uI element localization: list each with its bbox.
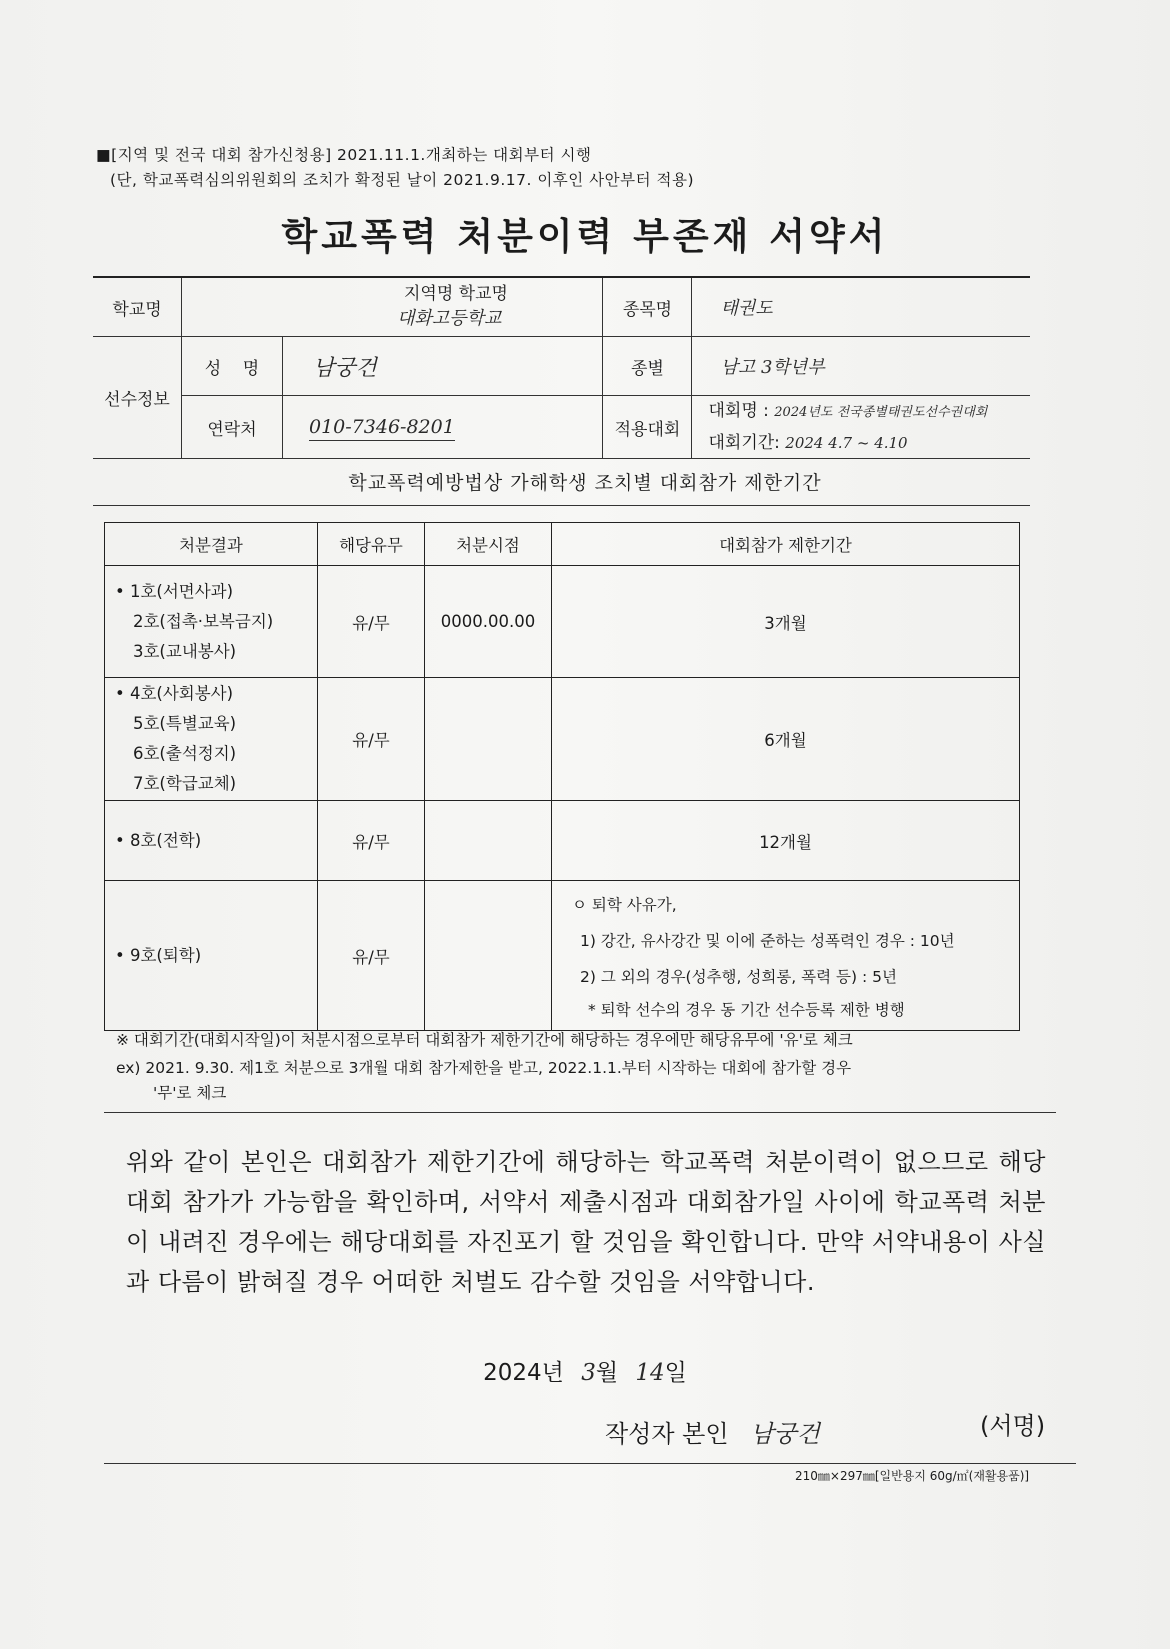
- col-header-period: 대회참가 제한기간: [552, 523, 1020, 566]
- table-row: [105, 566, 1020, 678]
- header-line-1: ■[지역 및 전국 대회 참가신청용] 2021.11.1.개최하는 대회부터 시행: [96, 146, 592, 164]
- row-items: • 4호(사회봉사) 5호(특별교육) 6호(출석정지) 7호(학급교체): [105, 678, 318, 801]
- contact-label: 연락처: [182, 396, 283, 459]
- subtitle-underline: [93, 505, 1030, 506]
- school-value: 대화고등학교: [397, 307, 502, 329]
- check-cell: 유/무: [318, 881, 425, 1031]
- notes-divider: [104, 1112, 1056, 1113]
- date-month: 3: [581, 1360, 596, 1386]
- period-cell: 12개월: [552, 801, 1020, 881]
- athlete-info-label: 선수정보: [93, 337, 182, 459]
- check-cell: 유/무: [318, 801, 425, 881]
- page-title: 학교폭력 처분이력 부존재 서약서: [281, 215, 889, 258]
- disciplinary-table: [104, 522, 1020, 1031]
- pledge-text: 위와 같이 본인은 대회참가 제한기간에 해당하는 학교폭력 처분이력이 없으므로 해당 대회 참가가 가능함을 확인하며, 서약서 제출시점과 대회참가일 사이에 학교폭력 처분이 내려진 경우에는 해당대회를 자진포기 할 것임을 확인합니다. 만약 서약내용이 사실과 다름이 밝혀질 경우 어떠한 처벌도 감수할 것임을 서약합니다.: [126, 1148, 1046, 1296]
- category-label: 종별: [603, 337, 692, 396]
- event-name-value: 2024년도 전국종별태권도선수권대회: [774, 405, 988, 420]
- date-cell: [425, 678, 552, 801]
- name-label: 성 명: [182, 337, 283, 396]
- note-2: ex) 2021. 9.30. 제1호 처분으로 3개월 대회 참가제한을 받고, 2022.1.1.부터 시작하는 대회에 참가할 경우: [116, 1059, 852, 1077]
- check-cell: 유/무: [318, 678, 425, 801]
- contact-cell: [283, 396, 603, 459]
- col-header-result: 처분결과: [105, 523, 318, 566]
- note-1: ※ 대회기간(대회시작일)이 처분시점으로부터 대회참가 제한기간에 해당하는 경우에만 해당유무에 '유'로 체크: [116, 1031, 853, 1049]
- date-cell: [425, 881, 552, 1031]
- period-cell: 6개월: [552, 678, 1020, 801]
- event-cell: [692, 396, 1030, 459]
- footer-divider: [104, 1463, 1076, 1464]
- date-cell: 0000.00.00: [425, 566, 552, 678]
- signature-mark: (서명): [980, 1412, 1046, 1440]
- school-cell: [182, 277, 603, 337]
- event-period-label: 대회기간:: [708, 433, 780, 453]
- applicant-info-table: [93, 276, 1030, 459]
- table-row: [105, 881, 1020, 1031]
- date-year: 2024년: [483, 1360, 564, 1386]
- sport-value: 태권도: [692, 277, 1030, 337]
- date-day-unit: 일: [664, 1360, 687, 1386]
- event-name-label: 대회명 :: [708, 401, 769, 421]
- row-items: • 9호(퇴학): [105, 881, 318, 1031]
- event-label: 적용대회: [603, 396, 692, 459]
- period-cell: ㅇ 퇴학 사유가, 1) 강간, 유사강간 및 이에 준하는 성폭력인 경우 : 10년 2) 그 외의 경우(성추행, 성희롱, 폭력 등) : 5년 * 퇴학 선수의 경우 동 기간 선수등록 제한 병행: [552, 881, 1020, 1031]
- row-items: • 1호(서면사과) 2호(접촉·보복금지) 3호(교내봉사): [105, 566, 318, 678]
- writer-line: [605, 1414, 820, 1449]
- table-row: [105, 678, 1020, 801]
- event-name-row: [708, 396, 1030, 428]
- row-items: • 8호(전학): [105, 801, 318, 881]
- col-header-date: 처분시점: [425, 523, 552, 566]
- paper-spec: 210㎜×297㎜[일반용지 60g/㎡(재활용품)]: [795, 1469, 1030, 1483]
- writer-name: 남궁건: [750, 1420, 820, 1448]
- restriction-subtitle: 학교폭력예방법상 가해학생 조치별 대회참가 제한기간: [348, 472, 822, 494]
- name-value: 남궁건: [283, 337, 603, 396]
- event-period-value: 2024 4.7 ~ 4.10: [785, 434, 908, 452]
- header-line-2: (단, 학교폭력심의위원회의 조치가 확정된 날이 2021.9.17. 이후인 사안부터 적용): [110, 171, 694, 189]
- event-period-row: [708, 428, 1030, 458]
- check-cell: 유/무: [318, 566, 425, 678]
- contact-value: 010-7346-8201: [309, 416, 455, 441]
- date-month-unit: 월: [595, 1360, 619, 1386]
- table-row: [105, 801, 1020, 881]
- sport-label: 종목명: [603, 277, 692, 337]
- note-3: '무'로 체크: [153, 1084, 227, 1102]
- school-label: 학교명: [93, 277, 182, 337]
- writer-label: 작성자 본인: [605, 1420, 729, 1448]
- col-header-applicable: 해당유무: [318, 523, 425, 566]
- period-cell: 3개월: [552, 566, 1020, 678]
- school-caption: 지역명 학교명: [404, 283, 508, 304]
- category-value: 남고 3학년부: [692, 337, 1030, 396]
- signing-date: [0, 1354, 1170, 1387]
- date-day: 14: [635, 1360, 665, 1386]
- date-cell: [425, 801, 552, 881]
